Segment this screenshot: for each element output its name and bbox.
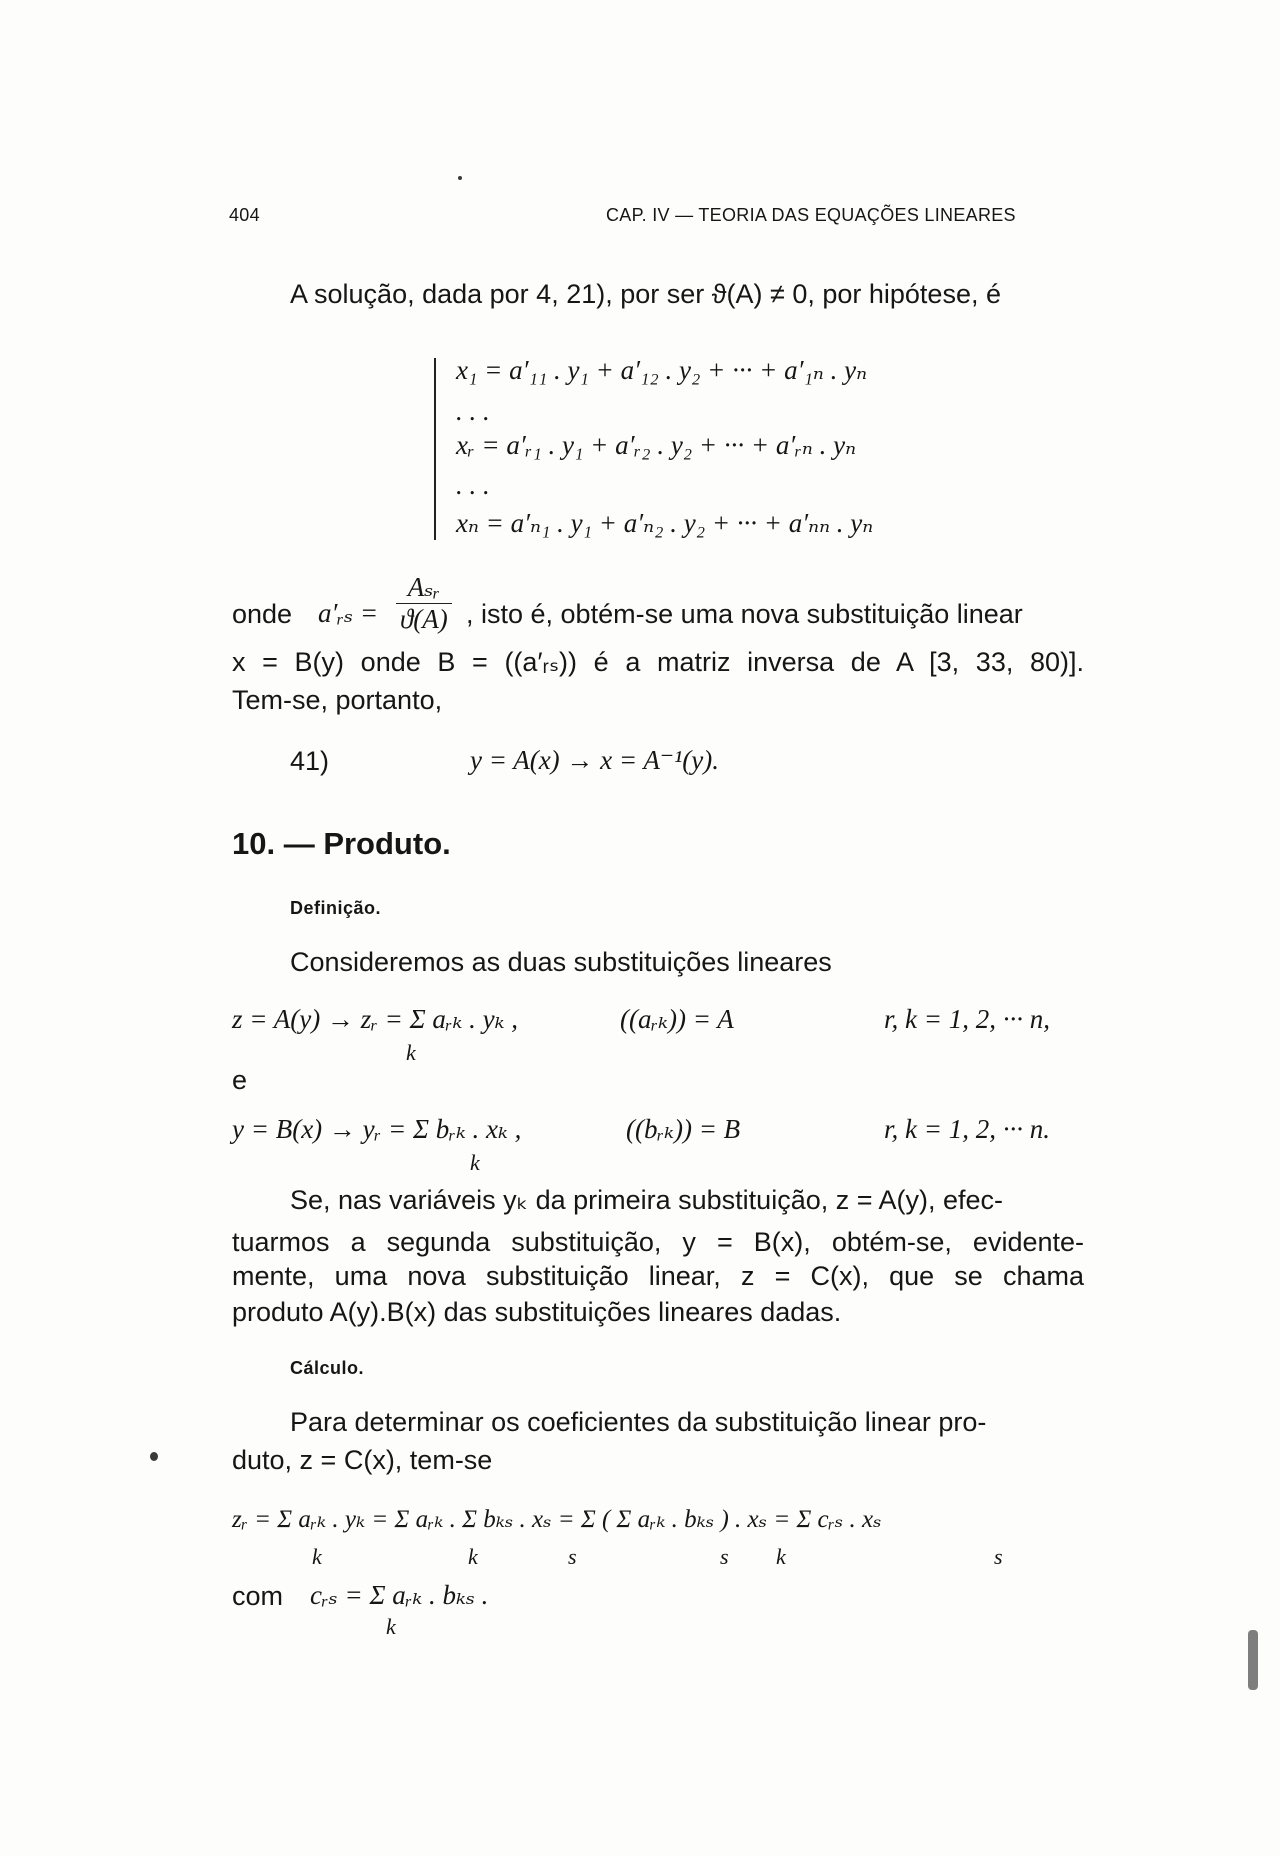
system-line: x₁ = a′₁₁ . y₁ + a′₁₂ . y₂ + ··· + a′₁ₙ . yₙ [456,355,868,385]
scan-speck [458,176,462,180]
definicao-intro: Consideremos as duas substituições lineares [290,947,832,977]
onde-word: onde [232,599,293,629]
definicao-para-line: tuarmos a segunda substituição, y = B(x), obtém-se, evidente- [232,1227,1084,1257]
sum-index: k [312,1544,322,1569]
sum-index: k [776,1544,786,1569]
eq41-formula: y = A(x) → x = A⁻¹(y). [470,745,719,775]
eq2-matrix: ((bᵣₖ)) = B [626,1114,741,1144]
calculo-heading: Cálculo. [290,1358,365,1378]
system-ellipsis: . . . [456,470,490,500]
eq2-range: r, k = 1, 2, ··· n. [884,1114,1050,1144]
page-number: 404 [229,205,260,225]
fraction-numerator: Aₛᵣ [396,572,452,604]
intro-sentence: A solução, dada por 4, 21), por ser ϑ(A) ≠ 0, por hipótese, é [290,279,1001,309]
inverse-line2: x = B(y) onde B = ((a′ᵣₛ)) é a matriz inversa de A [3, 33, 80)]. [232,647,1084,677]
system-line: xᵣ = a′ᵣ₁ . y₁ + a′ᵣ₂ . y₂ + ··· + a′ᵣₙ . yₙ [456,430,857,460]
sum-index: s [568,1544,577,1569]
system-ellipsis: . . . [456,396,490,426]
com-word: com [232,1581,284,1611]
sum-index: s [994,1544,1003,1569]
com-sum-index: k [386,1614,396,1639]
system-brace [434,358,446,540]
conjunction: e [232,1065,248,1095]
section-title: 10. — Produto. [232,826,451,861]
inverse-lhs: a′ᵣₛ = [318,598,379,628]
sum-index: s [720,1544,729,1569]
eq1-formula: z = A(y) → zᵣ = Σ aᵣₖ . yₖ , [232,1004,518,1034]
definicao-para-line: produto A(y).B(x) das substituições lineares dadas. [232,1297,842,1327]
definicao-para-line: mente, uma nova substituição linear, z = C(x), que se chama [232,1261,1084,1291]
running-title: CAP. IV — TEORIA DAS EQUAÇÕES LINEARES [606,205,1016,225]
inverse-fraction [396,572,452,635]
scan-speck [150,1452,158,1461]
eq41-label: 41) [290,746,330,776]
eq1-sum-index: k [406,1040,416,1065]
fraction-denominator: ϑ(A) [400,604,448,634]
eq1-matrix: ((aᵣₖ)) = A [620,1004,734,1034]
sum-index: k [468,1544,478,1569]
com-equation: cᵣₛ = Σ aᵣₖ . bₖₛ . [310,1580,489,1610]
system-line: xₙ = a′ₙ₁ . y₁ + a′ₙ₂ . y₂ + ··· + a′ₙₙ . yₙ [456,508,874,538]
definicao-para-line: Se, nas variáveis yₖ da primeira substituição, z = A(y), efec- [290,1185,1004,1215]
scan-speck [1248,1630,1258,1690]
inverse-after: , isto é, obtém-se uma nova substituição linear [466,599,1023,629]
eq2-formula: y = B(x) → yᵣ = Σ bᵣₖ . xₖ , [232,1114,522,1144]
inverse-line3: Tem-se, portanto, [232,685,443,715]
definicao-heading: Definição. [290,898,382,918]
product-equation: zᵣ = Σ aᵣₖ . yₖ = Σ aᵣₖ . Σ bₖₛ . xₛ = Σ ( Σ aᵣₖ . bₖₛ ) . xₛ = Σ cᵣₛ . xₛ [232,1506,882,1533]
eq2-sum-index: k [470,1150,480,1175]
calculo-para-line: duto, z = C(x), tem-se [232,1445,493,1475]
calculo-para-line: Para determinar os coeficientes da substituição linear pro- [290,1407,987,1437]
eq1-range: r, k = 1, 2, ··· n, [884,1004,1050,1034]
